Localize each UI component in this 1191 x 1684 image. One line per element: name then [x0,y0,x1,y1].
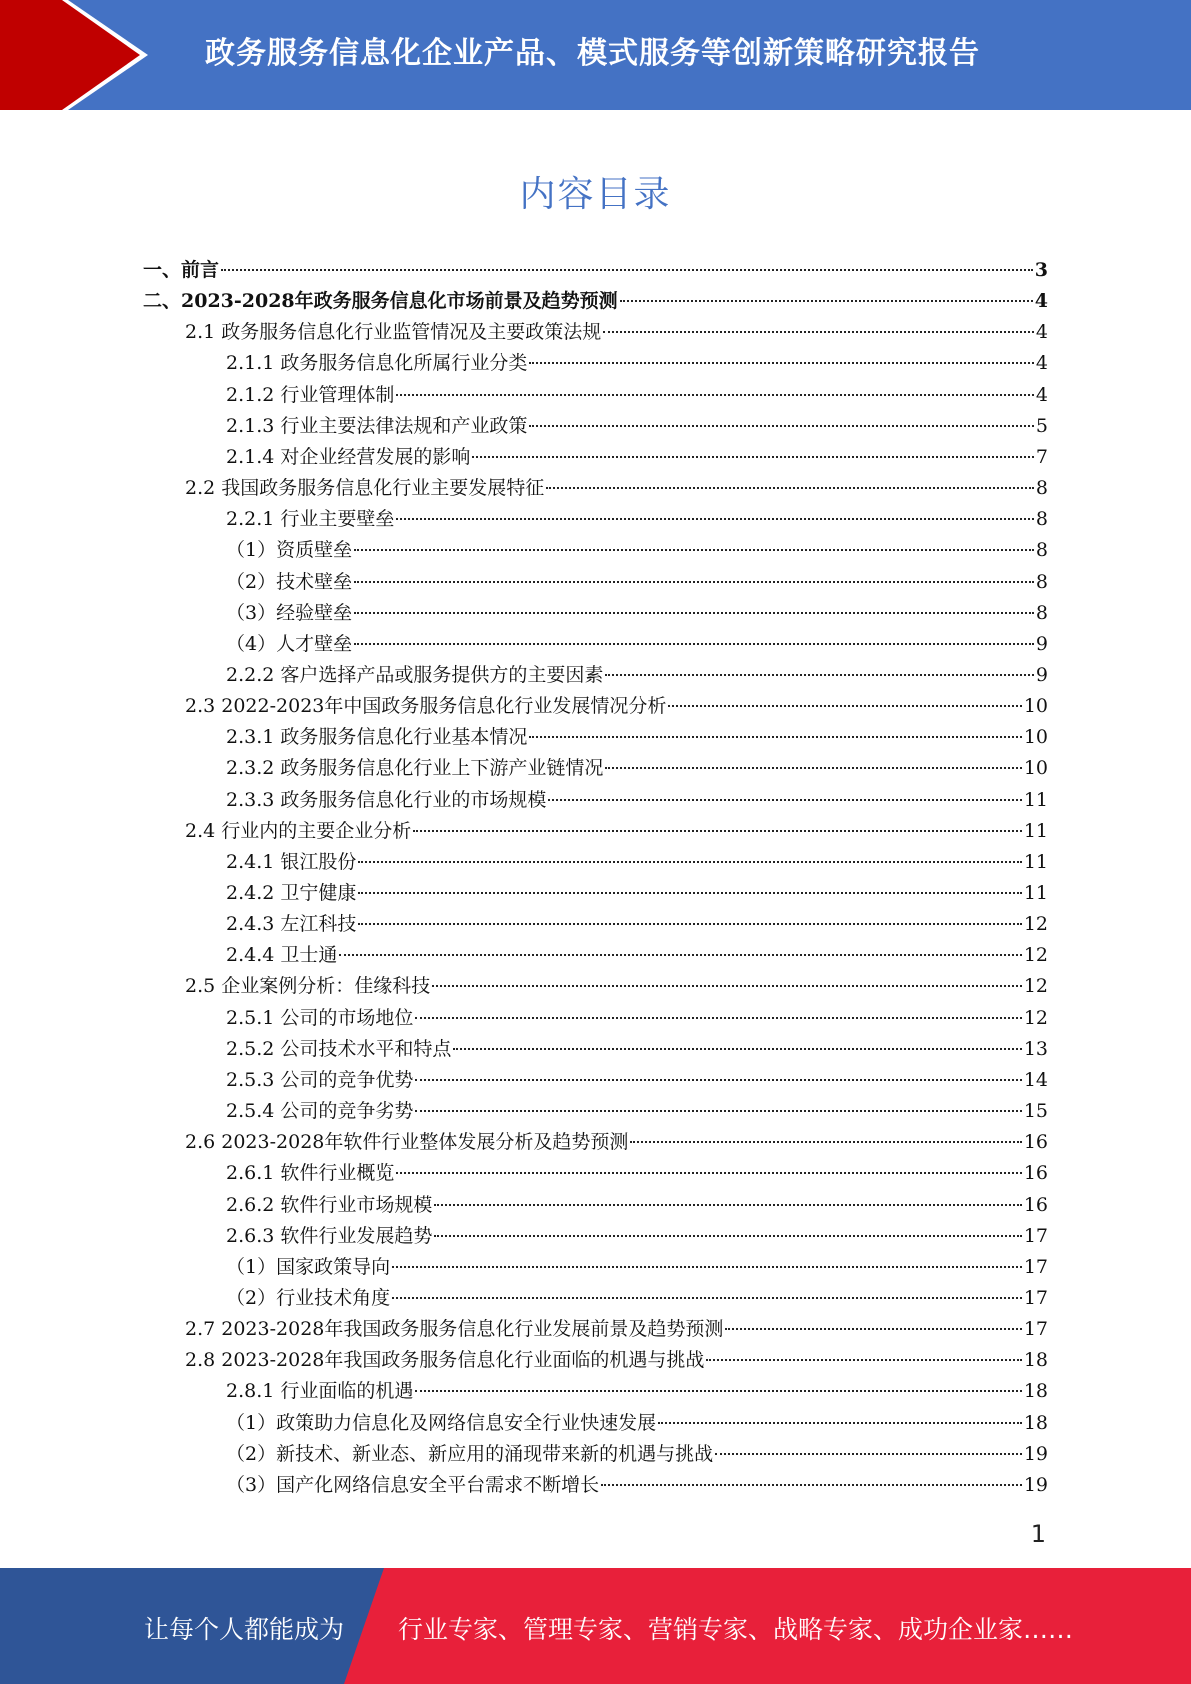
toc-entry[interactable] [226,660,1048,691]
toc-dot-leader [413,830,1022,832]
toc-entry-label: （4）人才壁垒 [226,632,353,655]
toc-entry-page: 16 [1023,1162,1048,1185]
toc-dot-leader [354,581,1034,583]
toc-dot-leader [396,394,1034,396]
toc-entry[interactable] [226,1003,1048,1034]
toc-dot-leader [358,861,1021,863]
toc-dot-leader [630,1141,1021,1143]
toc-entry-label: 2.4.1 银江股份 [226,850,357,873]
toc-entry[interactable] [226,1096,1048,1127]
toc-entry-page: 9 [1035,663,1048,686]
toc-dot-leader [603,331,1034,333]
toc-entry-label: 2.1.4 对企业经营发展的影响 [226,445,471,468]
toc-entry[interactable] [226,1034,1048,1065]
toc-entry[interactable] [226,1408,1048,1439]
header-title: 政务服务信息化企业产品、模式服务等创新策略研究报告 [205,36,980,71]
toc-dot-leader [415,1079,1021,1081]
toc-entry-page: 16 [1023,1193,1048,1216]
toc-entry-page: 4 [1035,352,1048,375]
toc-entry-page: 14 [1023,1068,1048,1091]
toc-dot-leader [725,1328,1021,1330]
toc-entry-page: 11 [1023,819,1048,842]
toc-entry[interactable] [185,1314,1048,1345]
toc-dot-leader [548,799,1021,801]
toc-entry[interactable] [226,411,1048,442]
toc-entry-page: 10 [1023,726,1048,749]
toc-dot-leader [605,674,1034,676]
toc-entry-label: 2.5.4 公司的竞争劣势 [226,1100,414,1123]
toc-entry-page: 12 [1023,1006,1048,1029]
toc-entry-page: 17 [1023,1224,1048,1247]
toc-entry-page: 3 [1034,259,1048,281]
toc-entry[interactable] [185,816,1048,847]
toc-entry-label: （1）政策助力信息化及网络信息安全行业快速发展 [226,1411,657,1434]
toc-entry[interactable] [226,1376,1048,1407]
toc-entry-page: 16 [1023,1131,1048,1154]
toc-entry-page: 5 [1035,414,1048,437]
toc-entry-page: 17 [1023,1255,1048,1278]
toc-dot-leader [339,954,1021,956]
toc-entry[interactable] [226,1439,1048,1470]
toc-entry-page: 12 [1023,975,1048,998]
toc-dot-leader [658,1422,1022,1424]
toc-entry-label: 2.2.2 客户选择产品或服务提供方的主要因素 [226,663,604,686]
toc-entry[interactable] [226,909,1048,940]
toc-entry-page: 15 [1023,1100,1048,1123]
toc-dot-leader [432,985,1022,987]
toc-dot-leader [415,1110,1021,1112]
toc-entry-page: 4 [1035,321,1048,344]
page-header [0,0,1191,110]
toc-entry-page: 13 [1023,1037,1048,1060]
toc-entry-label: 2.5.2 公司技术水平和特点 [226,1037,452,1060]
toc-entry-label: 2.2.1 行业主要壁垒 [226,508,395,531]
toc-entry-label: 2.1.3 行业主要法律法规和产业政策 [226,414,528,437]
toc-dot-leader [601,1484,1022,1486]
toc-entry-page: 19 [1023,1473,1048,1496]
toc-entry[interactable] [226,504,1048,535]
toc-entry[interactable] [226,1221,1048,1252]
toc-entry-label: （3）经验壁垒 [226,601,353,624]
toc-entry-page: 8 [1035,477,1048,500]
toc-dot-leader [396,518,1034,520]
toc-entry-label: 2.1.1 政务服务信息化所属行业分类 [226,352,528,375]
toc-entry-label: 2.3.2 政务服务信息化行业上下游产业链情况 [226,757,604,780]
toc-entry-label: （2）技术壁垒 [226,570,353,593]
toc-entry[interactable] [226,878,1048,909]
toc-dot-leader [415,1390,1021,1392]
toc-entry-page: 11 [1023,788,1048,811]
toc-entry[interactable] [185,1345,1048,1376]
toc-entry[interactable] [226,1065,1048,1096]
toc-entry[interactable] [185,317,1048,348]
toc-entry[interactable] [226,629,1048,660]
toc-entry-label: 2.5.3 公司的竞争优势 [226,1068,414,1091]
toc-dot-leader [354,549,1034,551]
toc-entry-label: （3）国产化网络信息安全平台需求不断增长 [226,1473,600,1496]
toc-dot-leader [396,1172,1021,1174]
toc-dot-leader [453,1048,1021,1050]
toc-dot-leader [358,892,1021,894]
toc-dot-leader [620,300,1033,302]
toc-entry-page: 17 [1023,1318,1048,1341]
toc-dot-leader [529,736,1021,738]
toc-entry[interactable] [226,348,1048,379]
toc-entry-page: 18 [1023,1411,1048,1434]
toc-entry-page: 9 [1035,632,1048,655]
footer-slogan-left: 让每个人都能成为 [144,1615,345,1644]
toc-entry-label: 2.5 企业案例分析：佳缘科技 [185,975,431,998]
toc-title: 内容目录 [519,174,672,215]
toc-entry[interactable] [185,473,1048,504]
toc-entry-label: 2.6.3 软件行业发展趋势 [226,1224,433,1247]
toc-entry-label: 2.6.1 软件行业概览 [226,1162,395,1185]
toc-dot-leader [354,612,1034,614]
toc-entry-page: 11 [1023,882,1048,904]
toc-dot-leader [221,269,1033,271]
toc-entry-label: （1）资质壁垒 [226,539,353,562]
toc-entry[interactable] [226,940,1048,971]
toc-entry-page: 18 [1023,1349,1048,1372]
toc-entry-label: （2）行业技术角度 [226,1286,391,1309]
toc-dot-leader [605,767,1021,769]
toc-dot-leader [546,487,1034,489]
toc-entry[interactable] [226,1158,1048,1189]
toc-entry-page: 8 [1035,508,1048,531]
toc-entry-page: 11 [1023,850,1048,873]
toc-entry-page: 7 [1035,445,1048,468]
toc-entry-page: 10 [1023,695,1048,718]
toc-dot-leader [392,1266,1022,1268]
toc-entry[interactable] [226,567,1048,598]
toc-entry[interactable] [185,971,1048,1002]
toc-entry[interactable] [226,442,1048,473]
toc-entry[interactable] [226,1470,1048,1501]
toc-entry-label: 2.8 2023-2028年我国政务服务信息化行业面临的机遇与挑战 [185,1349,705,1372]
toc-entry-label: 2.1.2 行业管理体制 [226,383,395,406]
toc-dot-leader [434,1204,1021,1206]
toc-entry-page: 10 [1023,757,1048,780]
toc-entry-page: 19 [1023,1442,1048,1465]
toc-entry-page: 8 [1035,601,1048,624]
toc-dot-leader [529,362,1034,364]
page-footer [0,1568,1191,1684]
toc-entry[interactable] [226,785,1048,816]
toc-entry[interactable] [226,753,1048,784]
toc-entry-page: 8 [1035,570,1048,593]
toc-entry-label: 2.3.1 政务服务信息化行业基本情况 [226,726,528,749]
toc-entry-label: 2.6.2 软件行业市场规模 [226,1193,433,1216]
toc-entry-label: 2.4.2 卫宁健康 [226,882,357,904]
toc-entry[interactable] [185,691,1048,722]
toc-dot-leader [354,643,1034,645]
toc-entry[interactable] [226,598,1048,629]
toc-dot-leader [358,923,1021,925]
toc-dot-leader [715,1453,1022,1455]
toc-entry-page: 12 [1023,944,1048,967]
footer-slogan-right: 行业专家、管理专家、营销专家、战略专家、成功企业家…… [398,1615,1074,1644]
toc-entry-label: 2.8.1 行业面临的机遇 [226,1380,414,1403]
toc-entry[interactable] [226,847,1048,878]
toc-entry-label: （2）新技术、新业态、新应用的涌现带来新的机遇与挑战 [226,1442,714,1465]
toc-entry-label: 二、2023-2028年政务服务信息化市场前景及趋势预测 [143,290,618,313]
toc-dot-leader [434,1235,1021,1237]
toc-entry-label: 2.6 2023-2028年软件行业整体发展分析及趋势预测 [185,1131,629,1154]
toc-entry[interactable] [226,722,1048,753]
toc-entry-page: 8 [1035,539,1048,562]
toc-entry-label: 2.1 政务服务信息化行业监管情况及主要政策法规 [185,321,602,344]
toc-entry-page: 18 [1023,1380,1048,1403]
toc-entry[interactable] [226,380,1048,411]
toc-dot-leader [668,705,1021,707]
toc-entry-label: 2.4.3 左江科技 [226,913,357,936]
toc-entry-label: 2.3 2022-2023年中国政务服务信息化行业发展情况分析 [185,695,667,718]
toc-dot-leader [415,1017,1021,1019]
toc-entry[interactable] [143,255,1048,286]
page-number: 1 [1030,1520,1046,1548]
toc-entry-page: 17 [1023,1286,1048,1309]
toc-entry-page: 12 [1023,913,1048,936]
toc-entry-label: 2.5.1 公司的市场地位 [226,1006,414,1029]
toc-entry[interactable] [226,1283,1048,1314]
toc-entry-page: 4 [1034,290,1048,313]
toc-entry[interactable] [143,286,1048,317]
toc-entry-label: 2.4.4 卫士通 [226,944,338,967]
toc-dot-leader [472,456,1034,458]
toc-entry-page: 4 [1035,383,1048,406]
toc-dot-leader [392,1297,1022,1299]
toc-entry-label: 2.7 2023-2028年我国政务服务信息化行业发展前景及趋势预测 [185,1318,724,1341]
toc-entry-label: 2.4 行业内的主要企业分析 [185,819,412,842]
toc-entry-label: 2.2 我国政务服务信息化行业主要发展特征 [185,477,545,500]
toc-entry[interactable] [226,1190,1048,1221]
toc-entry[interactable] [185,1127,1048,1158]
toc-entry[interactable] [226,1252,1048,1283]
toc-entry[interactable] [226,535,1048,566]
toc-dot-leader [529,425,1034,427]
toc-entry-label: 一、前言 [143,259,220,281]
toc-entry-label: 2.3.3 政务服务信息化行业的市场规模 [226,788,547,811]
toc-entry-label: （1）国家政策导向 [226,1255,391,1278]
toc-dot-leader [706,1359,1021,1361]
header-chevron-shape [0,0,160,110]
